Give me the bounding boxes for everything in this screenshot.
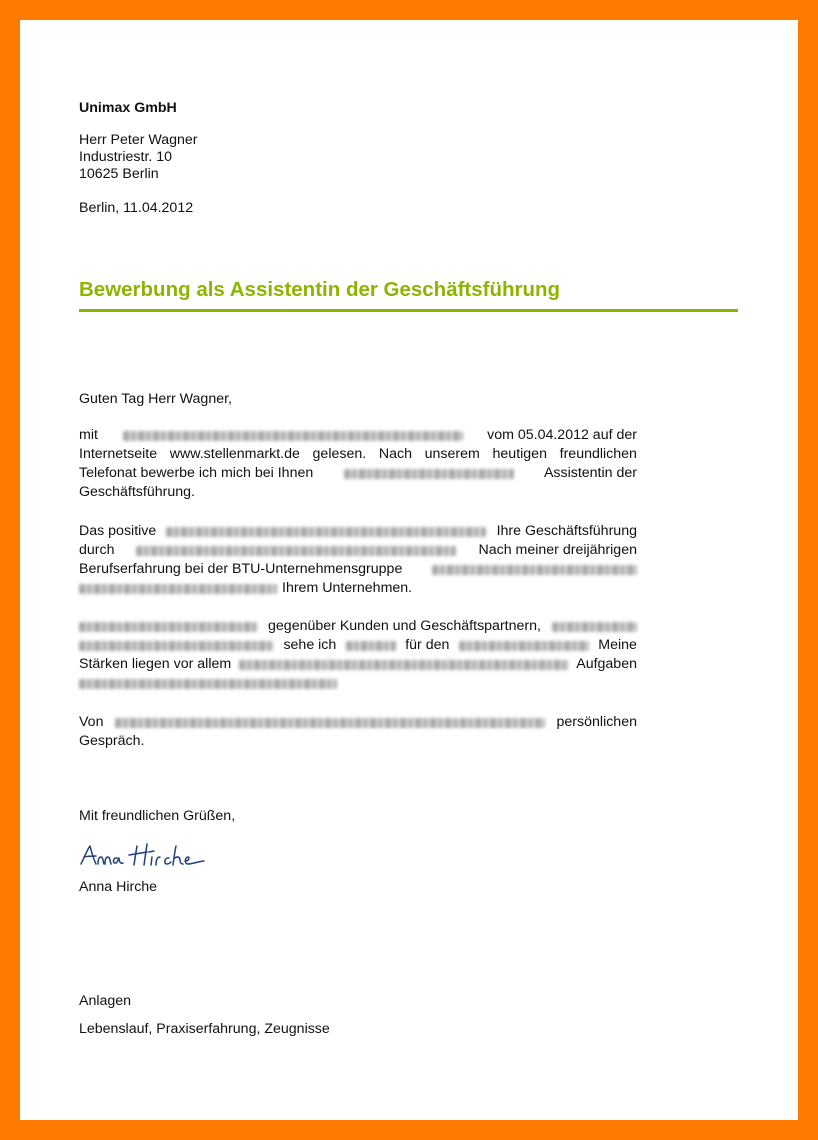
text-segment: Meine xyxy=(598,637,637,653)
paragraph-line xyxy=(79,579,637,598)
text-segment: Ihre Geschäftsführung xyxy=(496,523,637,539)
text-segment: Stärken liegen vor allem xyxy=(79,656,232,672)
letter-subject: Bewerbung als Assistentin der Geschäftsführung xyxy=(79,278,561,301)
paragraph-2 xyxy=(79,522,637,598)
redacted-text xyxy=(459,641,589,651)
redacted-text xyxy=(115,718,545,728)
text-segment: Ihrem Unternehmen. xyxy=(282,580,413,596)
redacted-text xyxy=(344,469,514,479)
paragraph-3 xyxy=(79,617,637,693)
text-segment: Assistentin der xyxy=(543,465,637,481)
letter-date: Berlin, 11.04.2012 xyxy=(79,200,194,216)
paragraph-1 xyxy=(79,426,637,502)
redacted-text xyxy=(79,641,274,651)
signer-name: Anna Hirche xyxy=(79,879,158,895)
text-segment: Telefonat bewerbe ich mich bei Ihnen xyxy=(79,465,314,481)
text-segment: gelesen. xyxy=(312,446,367,462)
text-segment: sehe ich xyxy=(283,637,337,653)
redacted-text xyxy=(136,546,456,556)
recipient-address xyxy=(79,132,198,183)
text-segment: für den xyxy=(405,637,450,653)
paragraph-line xyxy=(79,522,637,541)
salutation: Guten Tag Herr Wagner, xyxy=(79,391,232,407)
text-segment: Nach meiner dreijährigen xyxy=(478,542,637,558)
redacted-text xyxy=(346,641,396,651)
text-segment: Internetseite xyxy=(79,446,158,462)
text-segment: Aufgaben xyxy=(576,656,637,672)
text-segment: durch xyxy=(79,542,115,558)
text-segment: www.stellenmarkt.de xyxy=(169,446,300,462)
redacted-text xyxy=(123,431,463,441)
paragraph-line xyxy=(79,636,637,655)
letter-page xyxy=(20,20,798,1120)
paragraph-line xyxy=(79,426,637,445)
text-segment: Das positive xyxy=(79,523,157,539)
handwritten-signature xyxy=(79,838,219,878)
paragraph-line xyxy=(79,560,637,579)
paragraph-line xyxy=(79,732,637,751)
text-segment: vom 05.04.2012 auf der xyxy=(487,427,637,443)
recipient-city: 10625 Berlin xyxy=(79,166,159,182)
text-segment: gegenüber Kunden und Geschäftspartnern, xyxy=(268,618,541,634)
recipient-street: Industriestr. 10 xyxy=(79,149,173,165)
text-segment: Berufserfahrung bei der BTU-Unternehmensgruppe xyxy=(79,561,403,577)
attachments-list: Lebenslauf, Praxiserfahrung, Zeugnisse xyxy=(79,1021,330,1037)
text-segment: Geschäftsführung. xyxy=(79,484,195,500)
redacted-text xyxy=(79,622,257,632)
redacted-text xyxy=(79,584,277,594)
text-segment: Nach xyxy=(378,446,412,462)
recipient-contact: Herr Peter Wagner xyxy=(79,132,198,148)
paragraph-line xyxy=(79,617,637,636)
redacted-text xyxy=(239,660,569,670)
recipient-company: Unimax GmbH xyxy=(79,100,177,116)
redacted-text xyxy=(432,565,637,575)
paragraph-line xyxy=(79,674,637,693)
text-segment: freundlichen xyxy=(559,446,637,462)
text-segment: Von xyxy=(79,714,104,730)
paragraph-line xyxy=(79,483,637,502)
paragraph-line xyxy=(79,464,637,483)
redacted-text xyxy=(166,527,486,537)
paragraph-line xyxy=(79,655,637,674)
paragraph-line xyxy=(79,541,637,560)
paragraph-line xyxy=(79,445,637,464)
text-segment: heutigen xyxy=(492,446,547,462)
text-segment: mit xyxy=(79,427,98,443)
redacted-text xyxy=(552,622,637,632)
text-segment: Gespräch. xyxy=(79,733,145,749)
closing: Mit freundlichen Grüßen, xyxy=(79,808,236,824)
text-segment: persönlichen xyxy=(556,714,637,730)
redacted-text xyxy=(79,679,337,689)
subject-underline xyxy=(79,309,738,312)
paragraph-line xyxy=(79,713,637,732)
paragraph-4 xyxy=(79,713,637,751)
attachments-title: Anlagen xyxy=(79,993,132,1009)
text-segment: unserem xyxy=(424,446,480,462)
